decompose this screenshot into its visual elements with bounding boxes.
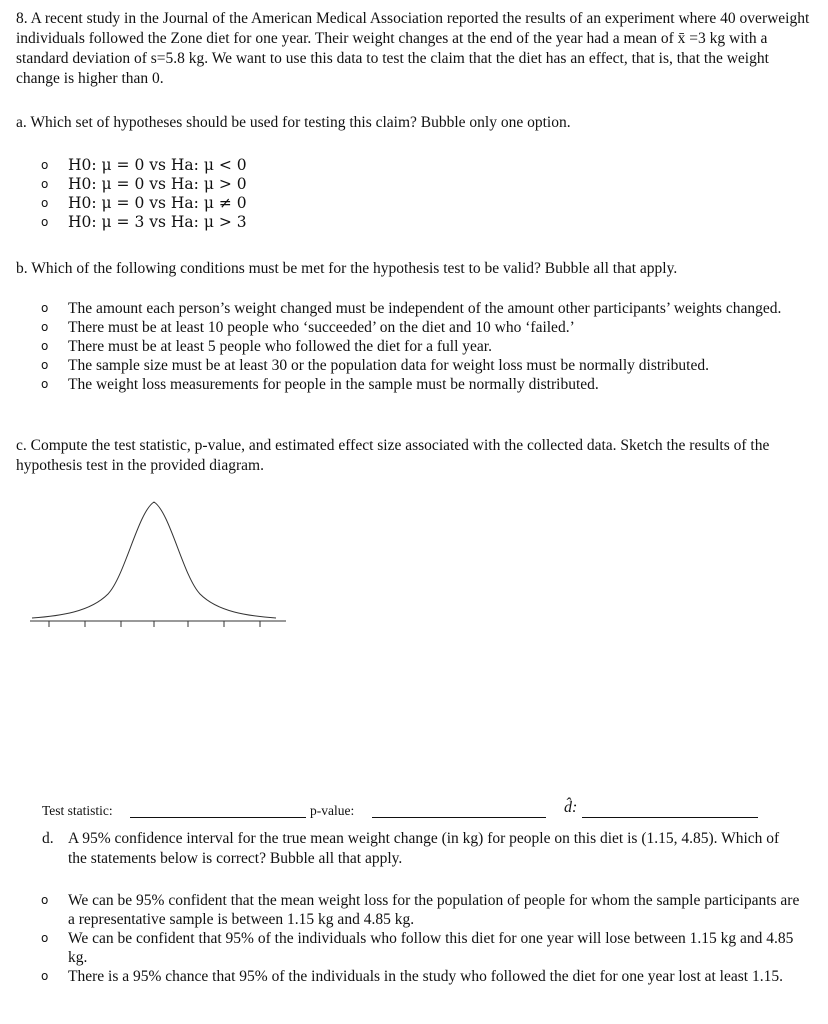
condition-option[interactable]	[16, 299, 806, 318]
condition-option[interactable]	[16, 318, 806, 337]
condition-text: The sample size must be at least 30 or the population data for weight loss must be normally distributed.	[68, 357, 709, 374]
condition-option[interactable]	[16, 337, 806, 356]
hypothesis-alt: Ha: μ < 0	[170, 156, 247, 174]
condition-text: The weight loss measurements for people in the sample must be normally distributed.	[68, 376, 599, 393]
hypothesis-option[interactable]	[16, 213, 416, 232]
ci-text: There is a 95% chance that 95% of the individuals in the study who followed the diet for one year lost at least 1.15.	[68, 968, 783, 985]
condition-text: There must be at least 10 people who ‘succeeded’ on the diet and 10 who ‘failed.’	[68, 319, 575, 336]
hypothesis-vs: vs	[149, 175, 166, 193]
bubble-icon[interactable]: o	[41, 377, 49, 391]
normal-curve-diagram[interactable]	[30, 494, 290, 634]
p-value-blank[interactable]	[372, 817, 546, 818]
hypothesis-vs: vs	[149, 156, 166, 174]
condition-text: The amount each person’s weight changed must be independent of the amount other participants’ weights changed.	[68, 300, 782, 317]
answer-row	[42, 801, 782, 825]
part-d-text: A 95% confidence interval for the true mean weight change (in kg) for people on this diet is (1.15, 4.85). Which of the statements below is correct? Bubble all that apply.	[68, 830, 780, 867]
hypothesis-null: H0: μ = 0	[68, 156, 145, 174]
ci-option[interactable]	[16, 967, 806, 986]
test-statistic-label: Test statistic:	[42, 803, 113, 818]
condition-option[interactable]	[16, 356, 806, 375]
p-value-label: p-value:	[310, 803, 355, 818]
bubble-icon[interactable]: o	[41, 177, 49, 191]
condition-options	[16, 299, 806, 394]
part-b-prompt: b. Which of the following conditions must be met for the hypothesis test to be valid? Bubble all that apply.	[16, 260, 678, 277]
condition-option[interactable]	[16, 375, 806, 394]
bubble-icon[interactable]: o	[41, 931, 49, 945]
ci-option[interactable]	[16, 891, 806, 929]
hypothesis-alt: Ha: μ > 3	[170, 213, 247, 231]
part-d-prompt	[42, 829, 802, 869]
effect-size-blank[interactable]	[582, 817, 758, 818]
normal-curve	[32, 502, 276, 618]
part-d-letter: d.	[42, 830, 54, 847]
hypothesis-option[interactable]	[16, 194, 416, 213]
hypothesis-null: H0: μ = 0	[68, 194, 145, 212]
bubble-icon[interactable]: o	[41, 969, 49, 983]
effect-size-label: d̂:	[564, 799, 578, 816]
hypothesis-option[interactable]	[16, 175, 416, 194]
part-c-prompt: c. Compute the test statistic, p-value, and estimated effect size associated with the collected data. Sketch the results of the hypothesis test in the provided diagram.	[16, 437, 770, 474]
bubble-icon[interactable]: o	[41, 893, 49, 907]
bubble-icon[interactable]: o	[41, 339, 49, 353]
question-intro: 8. A recent study in the Journal of the American Medical Association reported the results of an experiment where 40 overweight individuals followed the Zone diet for one year. Their weight changes at the end of the year had a mean of x̄ =3 kg with a standard deviation of s=5.8 kg. We want to use this data to test the claim that the diet has an effect, that is, that the weight change is higher than 0.	[16, 10, 810, 87]
hypothesis-null: H0: μ = 3	[68, 213, 145, 231]
hypothesis-vs: vs	[149, 213, 166, 231]
bubble-icon[interactable]: o	[41, 196, 49, 210]
part-a-prompt: a. Which set of hypotheses should be used for testing this claim? Bubble only one option.	[16, 114, 571, 131]
hypothesis-alt: Ha: μ > 0	[170, 175, 247, 193]
condition-text: There must be at least 5 people who followed the diet for a full year.	[68, 338, 492, 355]
hypothesis-vs: vs	[149, 194, 166, 212]
hypothesis-option[interactable]	[16, 156, 416, 175]
bubble-icon[interactable]: o	[41, 320, 49, 334]
ci-text: We can be 95% confident that the mean weight loss for the population of people for whom the sample participants are a representative sample is between 1.15 kg and 4.85 kg.	[68, 892, 800, 928]
bubble-icon[interactable]: o	[41, 301, 49, 315]
bubble-icon[interactable]: o	[41, 358, 49, 372]
ci-option[interactable]	[16, 929, 806, 967]
hypothesis-null: H0: μ = 0	[68, 175, 145, 193]
hypothesis-alt: Ha: μ ≠ 0	[170, 194, 247, 212]
hypothesis-options	[16, 156, 416, 232]
bubble-icon[interactable]: o	[41, 215, 49, 229]
bubble-icon[interactable]: o	[41, 158, 49, 172]
test-statistic-blank[interactable]	[130, 817, 306, 818]
ci-options	[16, 891, 806, 986]
ci-text: We can be confident that 95% of the individuals who follow this diet for one year will lose between 1.15 kg and 4.85 kg.	[68, 930, 794, 966]
